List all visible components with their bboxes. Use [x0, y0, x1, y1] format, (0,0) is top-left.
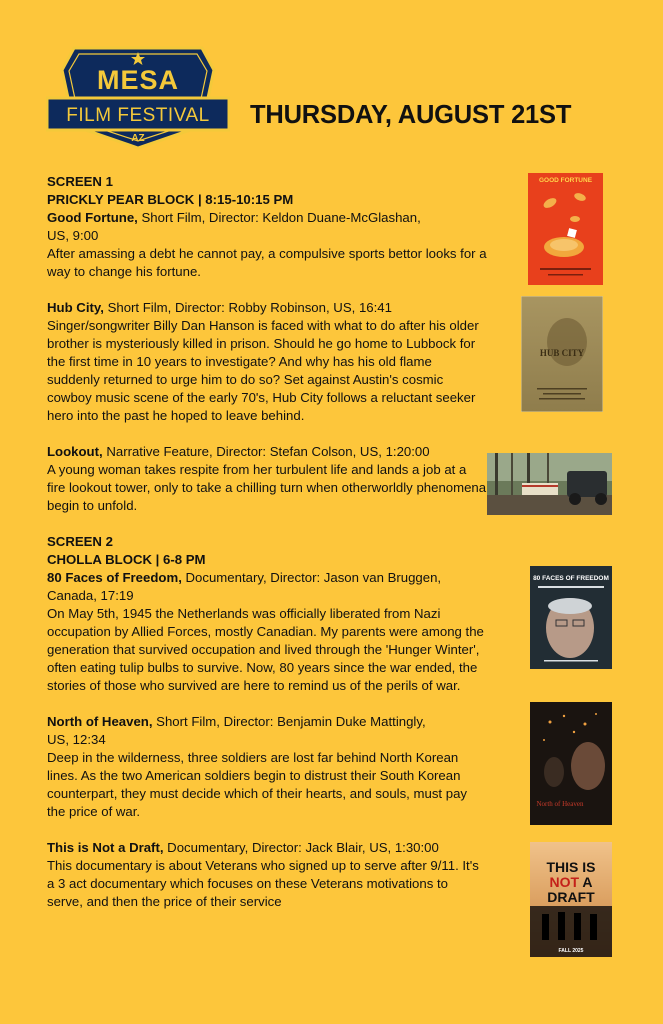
- film-meta: Short Film, Director: Benjamin Duke Mattingly,: [152, 714, 426, 729]
- film-meta-cont: US, 12:34: [47, 732, 106, 747]
- poster-not: NOT: [549, 874, 580, 890]
- film-description: Deep in the wilderness, three soldiers are lost far behind North Korean lines. As the two American soldiers begin to distrust their South Korean counterpart, they must decide which of their hearts, and souls, must pay the price of war.: [47, 750, 468, 819]
- film-entry: [47, 443, 487, 515]
- film-meta: Documentary, Director: Jason van Bruggen,: [181, 570, 442, 585]
- block-heading: PRICKLY PEAR BLOCK | 8:15-10:15 PM: [47, 192, 294, 207]
- film-title: Good Fortune,: [47, 210, 138, 225]
- poster-title: HUB CITY: [539, 348, 585, 358]
- poster-footer: FALL 2025: [558, 948, 584, 954]
- film-entry: [47, 569, 487, 695]
- festival-logo: [46, 40, 230, 152]
- logo-banner-text: FILM FESTIVAL: [66, 105, 210, 126]
- poster-title: 80 FACES OF FREEDOM: [533, 575, 609, 582]
- film-description: After amassing a debt he cannot pay, a compulsive sports bettor looks for a way to change his fortune.: [47, 246, 487, 279]
- film-title: 80 Faces of Freedom,: [47, 570, 182, 585]
- poster-north-of-heaven: [530, 702, 612, 825]
- poster-title: North of Heaven: [536, 800, 584, 808]
- film-meta: Documentary, Director: Jack Blair, US, 1:30:00: [163, 840, 439, 855]
- film-description: A young woman takes respite from her turbulent life and lands a job at a fire lookout tower, only to take a chilling turn when otherworldly phenomena begin to unfold.: [47, 462, 487, 513]
- svg-text:NOT A: [549, 874, 592, 890]
- film-title: Hub City,: [47, 300, 104, 315]
- poster-lookout: [487, 453, 612, 515]
- block-heading: CHOLLA BLOCK | 6-8 PM: [47, 552, 206, 567]
- film-entry: [47, 209, 487, 281]
- poster-line-1: THIS IS: [546, 859, 596, 875]
- poster-80-faces-of-freedom: [530, 566, 612, 669]
- poster-this-is-not-a-draft: [530, 842, 612, 957]
- film-entry: [47, 299, 487, 425]
- poster-good-fortune: [528, 173, 603, 285]
- logo-top-text: MESA: [96, 65, 180, 95]
- film-meta-cont: US, 9:00: [47, 228, 99, 243]
- poster-a: A: [582, 874, 593, 890]
- screen-2-section: [47, 533, 487, 911]
- poster-hub-city: [521, 296, 603, 412]
- film-title: This is Not a Draft,: [47, 840, 164, 855]
- poster-line-3: DRAFT: [547, 889, 595, 905]
- screen-heading: SCREEN 1: [47, 174, 113, 189]
- page-title: THURSDAY, AUGUST 21ST: [250, 101, 572, 129]
- film-entry: [47, 839, 487, 911]
- film-description: On May 5th, 1945 the Netherlands was officially liberated from Nazi occupation by Allied Forces, mostly Canadian. My parents were among the generation that survived occupation and lived through the 'Hunger Winter', often eating tulip bulbs to survive. Now, 80 years since the war ended, the stories of those who survived are here to remind us of the perils of war.: [47, 606, 484, 693]
- film-meta: Short Film, Director: Robby Robinson, US, 16:41: [103, 300, 392, 315]
- film-entry: [47, 713, 487, 821]
- film-title: Lookout,: [47, 444, 103, 459]
- film-meta: Narrative Feature, Director: Stefan Colson, US, 1:20:00: [102, 444, 430, 459]
- film-title: North of Heaven,: [47, 714, 153, 729]
- schedule: [47, 173, 487, 911]
- logo-bottom-text: AZ: [131, 133, 145, 144]
- film-description: Singer/songwriter Billy Dan Hanson is faced with what to do after his older brother is mysteriously killed in prison. Should he go home to Lubbock for the first time in 10 years to investigate? And why has his old flame suddenly returned to urge him to do so? Set against Austin's cosmic cowboy music scene of the early 70's, Hub City follows a reluctant seeker hero into the past he hoped to leave behind.: [47, 318, 479, 423]
- poster-title: GOOD FORTUNE: [538, 177, 593, 184]
- film-meta: Short Film, Director: Keldon Duane-McGlashan,: [137, 210, 421, 225]
- screen-1-section: [47, 173, 487, 533]
- screen-heading: SCREEN 2: [47, 534, 113, 549]
- film-meta-cont: Canada, 17:19: [47, 588, 134, 603]
- film-description: This documentary is about Veterans who signed up to serve after 9/11. It's a 3 act documentary which focuses on these Veterans motivations to serve, and then the price of their service: [47, 858, 479, 909]
